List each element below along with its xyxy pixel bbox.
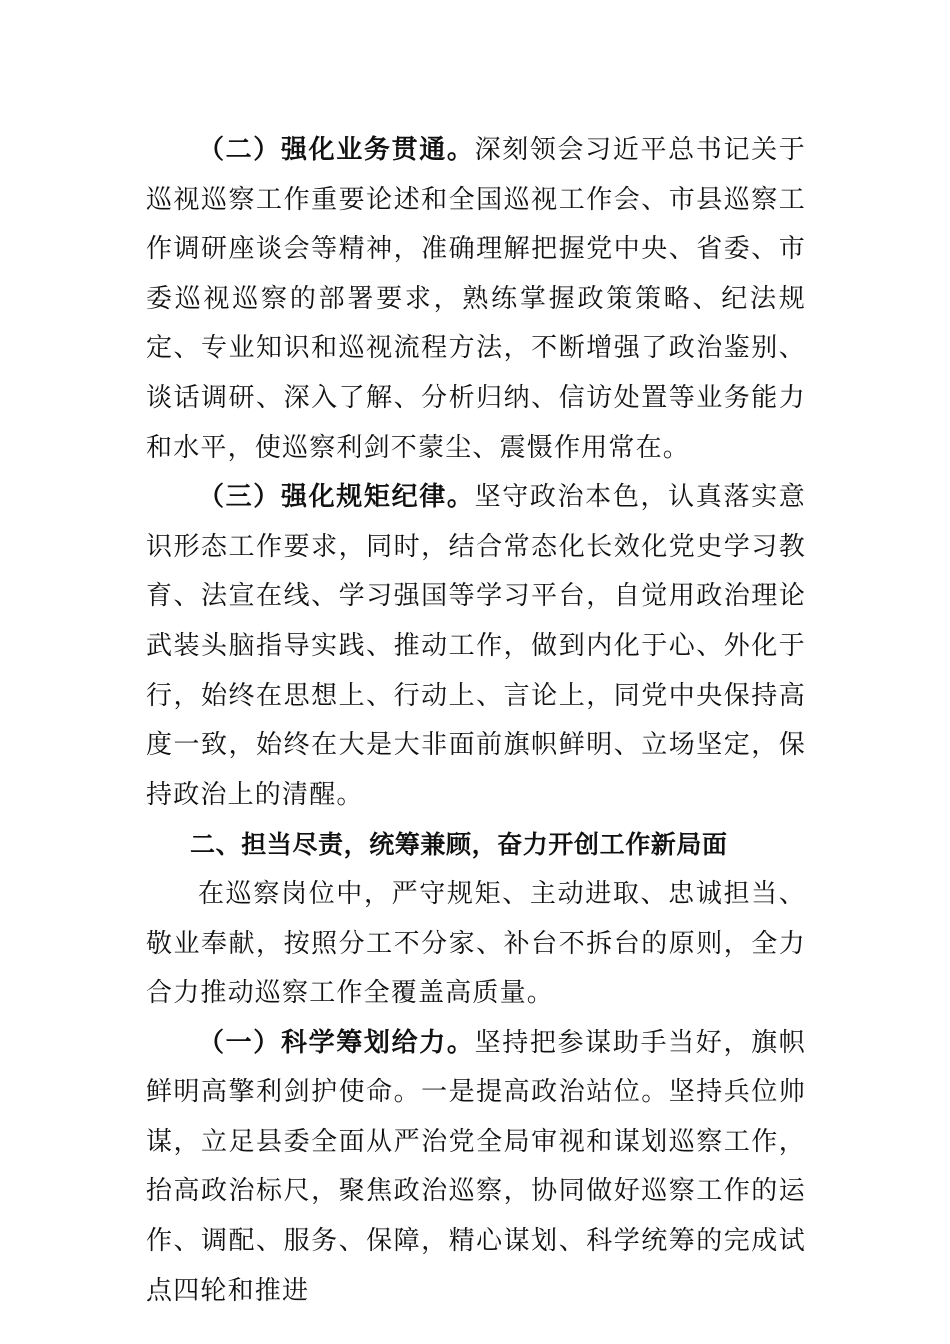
- section-heading: 二、担当尽责，统筹兼顾，奋力开创工作新局面: [190, 830, 728, 860]
- paragraph-lead: （二）强化业务贯通。: [198, 135, 475, 165]
- paragraph-lead: （三）强化规矩纪律。: [198, 482, 475, 513]
- paragraph-strengthen-discipline: [146, 473, 806, 820]
- paragraph-body: 深刻领会习近平总书记关于巡视巡察工作重要论述和全国巡视工作会、市县巡察工作调研座谈会等精神，准确理解把握党中央、省委、市委巡视巡察的部署要求，熟练掌握政策策略、纪法规定、专业知识和巡视流程方法，不断增强了政治鉴别、谈话调研、深入了解、分析归纳、信访处置等业务能力和水平，使巡察利剑不蒙尘、震慑作用常在。: [146, 135, 806, 463]
- paragraph-body: 坚守政治本色，认真落实意识形态工作要求，同时，结合常态化长效化党史学习教育、法宣在线、学习强国等学习平台，自觉用政治理论武装头脑指导实践、推动工作，做到内化于心、外化于行，始终在思想上、行动上、言论上，同党中央保持高度一致，始终在大是大非面前旗帜鲜明、立场坚定，保持政治上的清醒。: [146, 482, 806, 810]
- paragraph-lead: （一）科学筹划给力。: [198, 1027, 475, 1058]
- paragraph-scientific-planning: [146, 1019, 806, 1317]
- paragraph-strengthen-business: [146, 126, 806, 473]
- paragraph-body: 坚持把参谋助手当好，旗帜鲜明高擎利剑护使命。一是提高政治站位。坚持兵位帅谋，立足县委全面从严治党全局审视和谋划巡察工作，抬高政治标尺，聚焦政治巡察，协同做好巡察工作的运作、调配、服务、保障，精心谋划、科学统筹的完成试点四轮和推进: [146, 1027, 806, 1306]
- document-page: [146, 126, 806, 1316]
- section-intro: 在巡察岗位中，严守规矩、主动进取、忠诚担当、敬业奉献，按照分工不分家、补台不拆台的原则，全力合力推动巡察工作全覆盖高质量。: [146, 878, 806, 1009]
